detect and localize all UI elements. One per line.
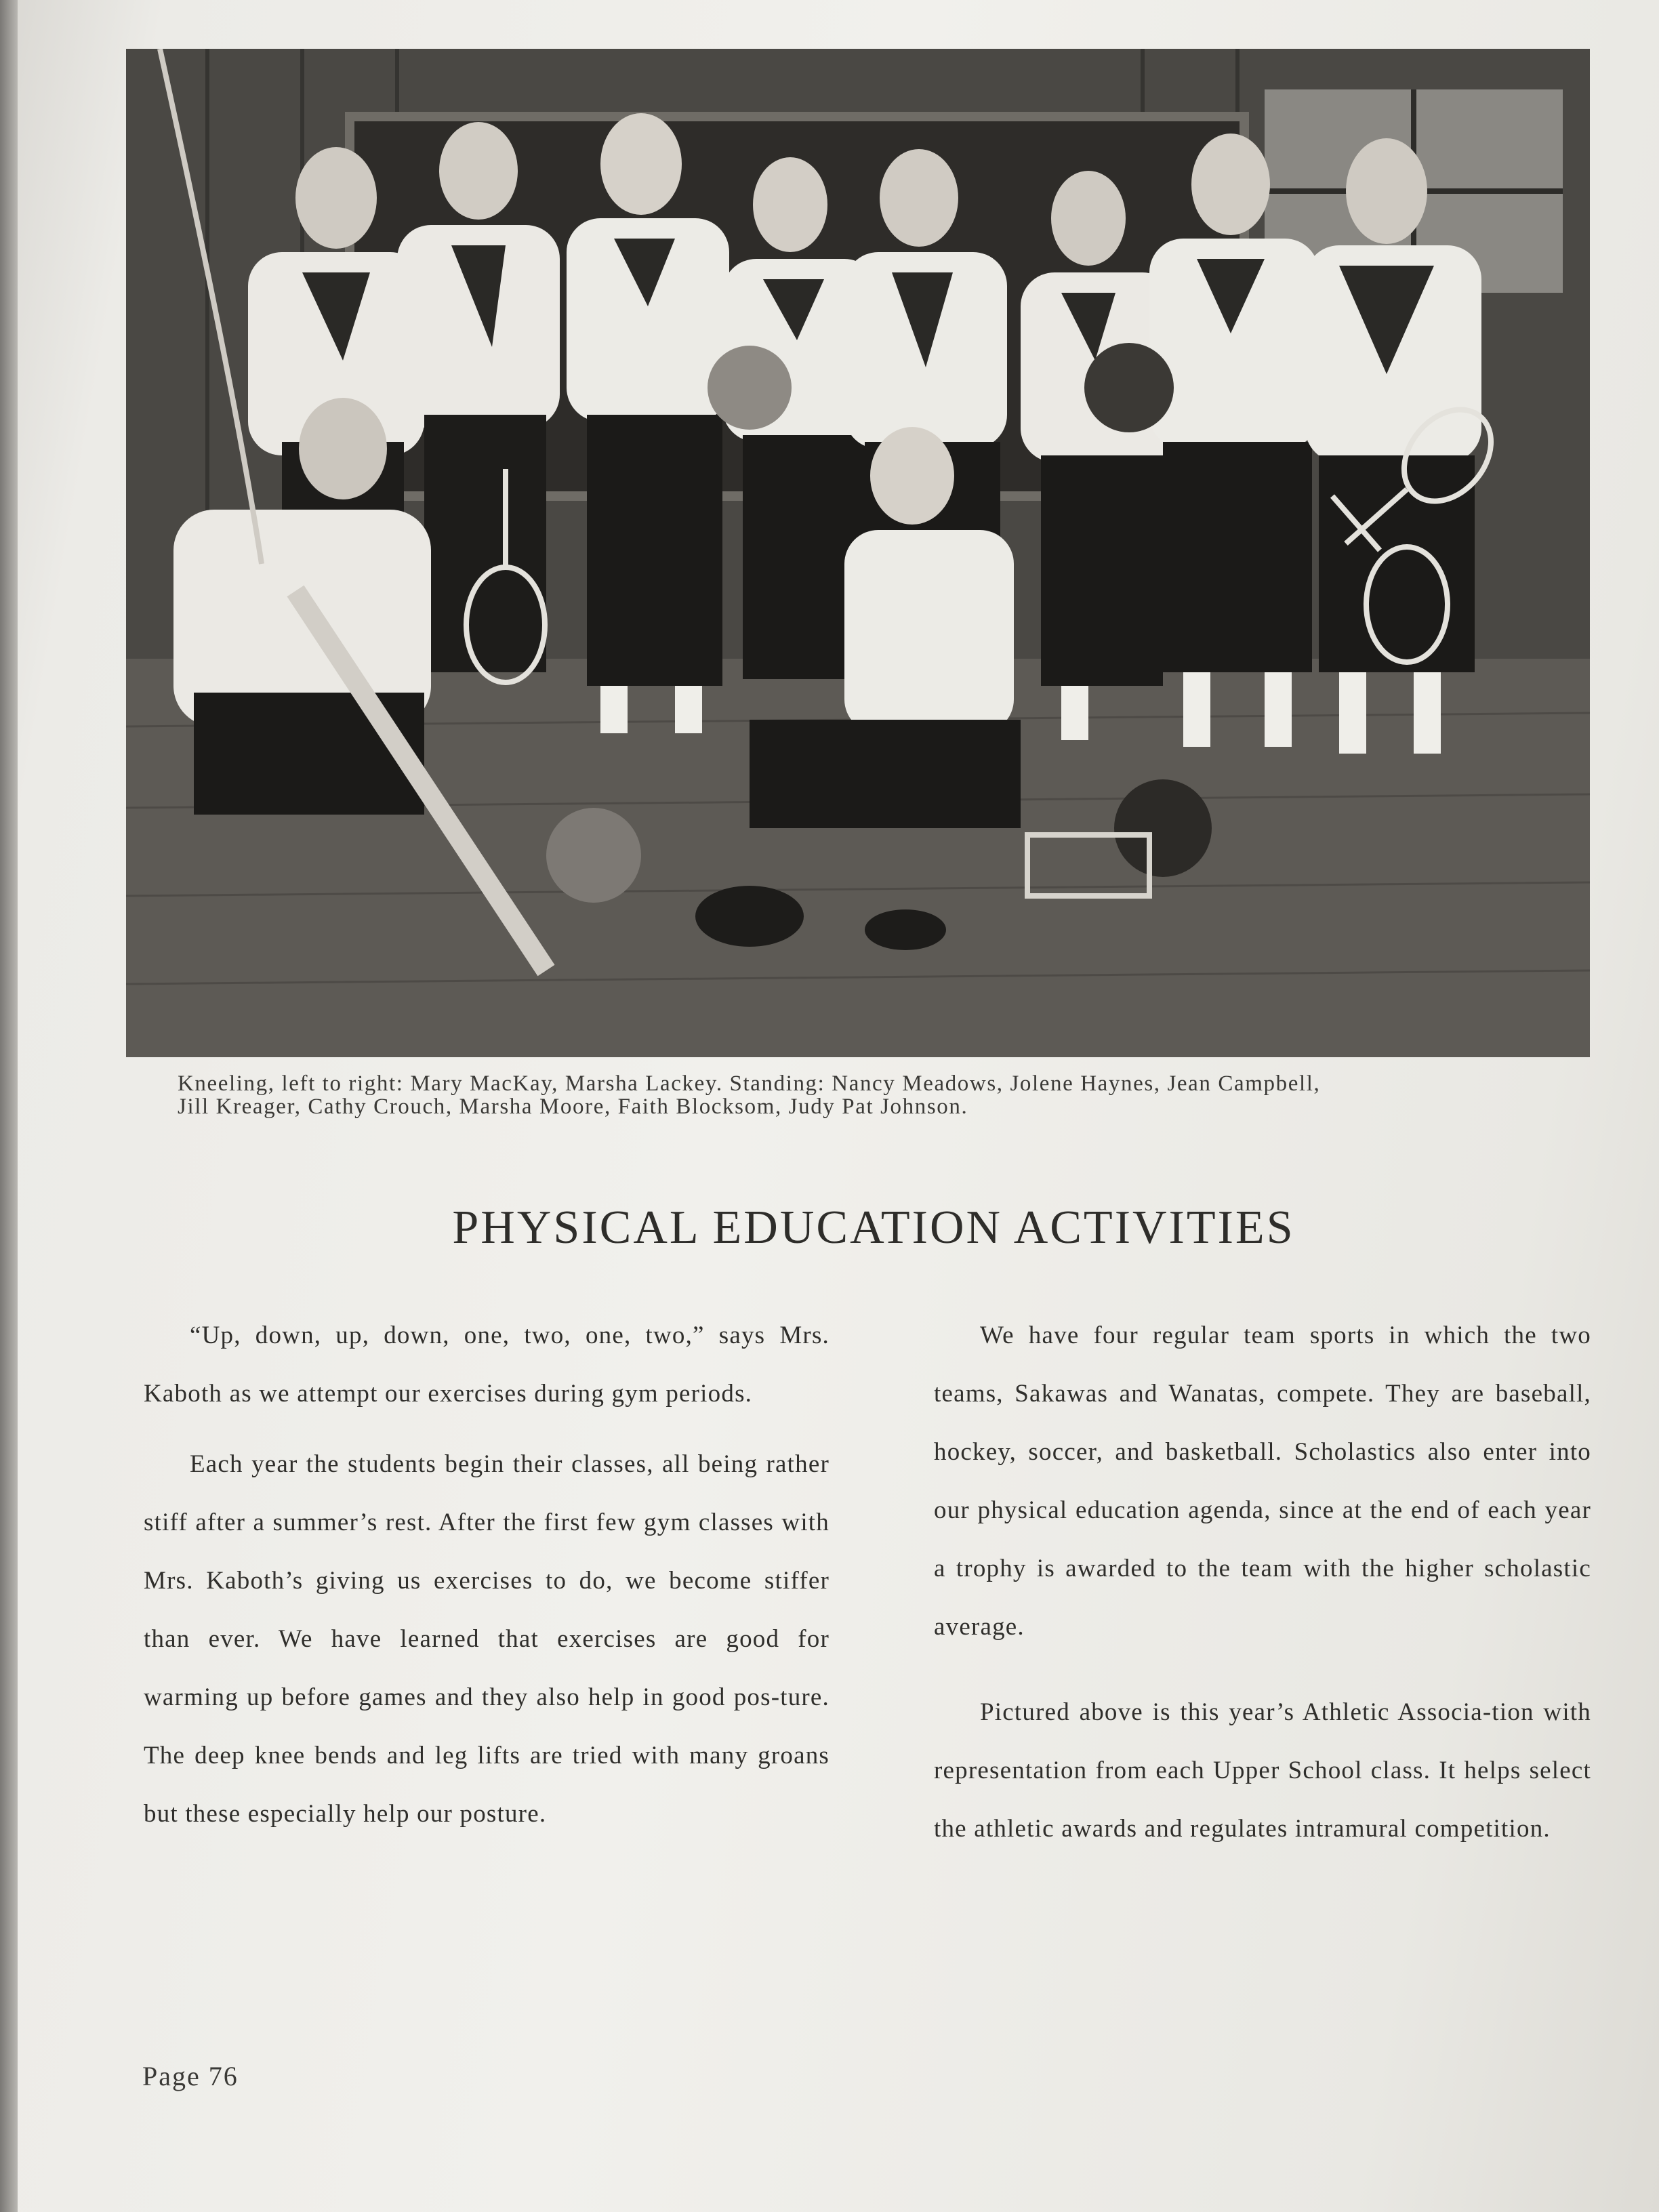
right-paragraph-1: We have four regular team sports in which the two teams, Sakawas and Wanatas, compete. They are baseball, hockey, soccer, and basketball. Scholastics also enter into our physical education agenda, since at the end of each year a trophy is awarded to the team with the higher scholastic average. [934, 1322, 1591, 1641]
page-number: Page 76 [142, 2061, 239, 2091]
photo-caption [178, 1072, 1553, 1118]
page-title: PHYSICAL EDUCATION ACTIVITIES [452, 1202, 1295, 1254]
left-paragraph-2: Each year the students begin their classes, all being rather stiff after a summer’s rest. After the first few gym classes with Mrs. Kaboth’s giving us exercises to do, we become stiffer than ever. We have learned that exercises are good for warming up before games and they also help in good pos-ture. The deep knee bends and leg lifts are tried with many groans but these especially help our posture. [144, 1450, 830, 1828]
left-paragraph-1: “Up, down, up, down, one, two, one, two,” says Mrs. Kaboth as we attempt our exercises during gym periods. [144, 1322, 830, 1408]
photo-illustration [126, 49, 1590, 1057]
caption-line-2: Jill Kreager, Cathy Crouch, Marsha Moore, Faith Blocksom, Judy Pat Johnson. [178, 1094, 968, 1119]
group-photo [126, 49, 1590, 1057]
left-column [144, 1307, 830, 1856]
right-paragraph-2: Pictured above is this year’s Athletic Associa-tion with representation from each Upper School class. It helps select the athletic awards and regulates intramural competition. [934, 1698, 1591, 1843]
right-column [934, 1307, 1591, 1870]
page-edge [0, 0, 18, 2212]
caption-line-1: Kneeling, left to right: Mary MacKay, Marsha Lackey. Standing: Nancy Meadows, Jolene Haynes, Jean Campbell, [178, 1071, 1321, 1096]
